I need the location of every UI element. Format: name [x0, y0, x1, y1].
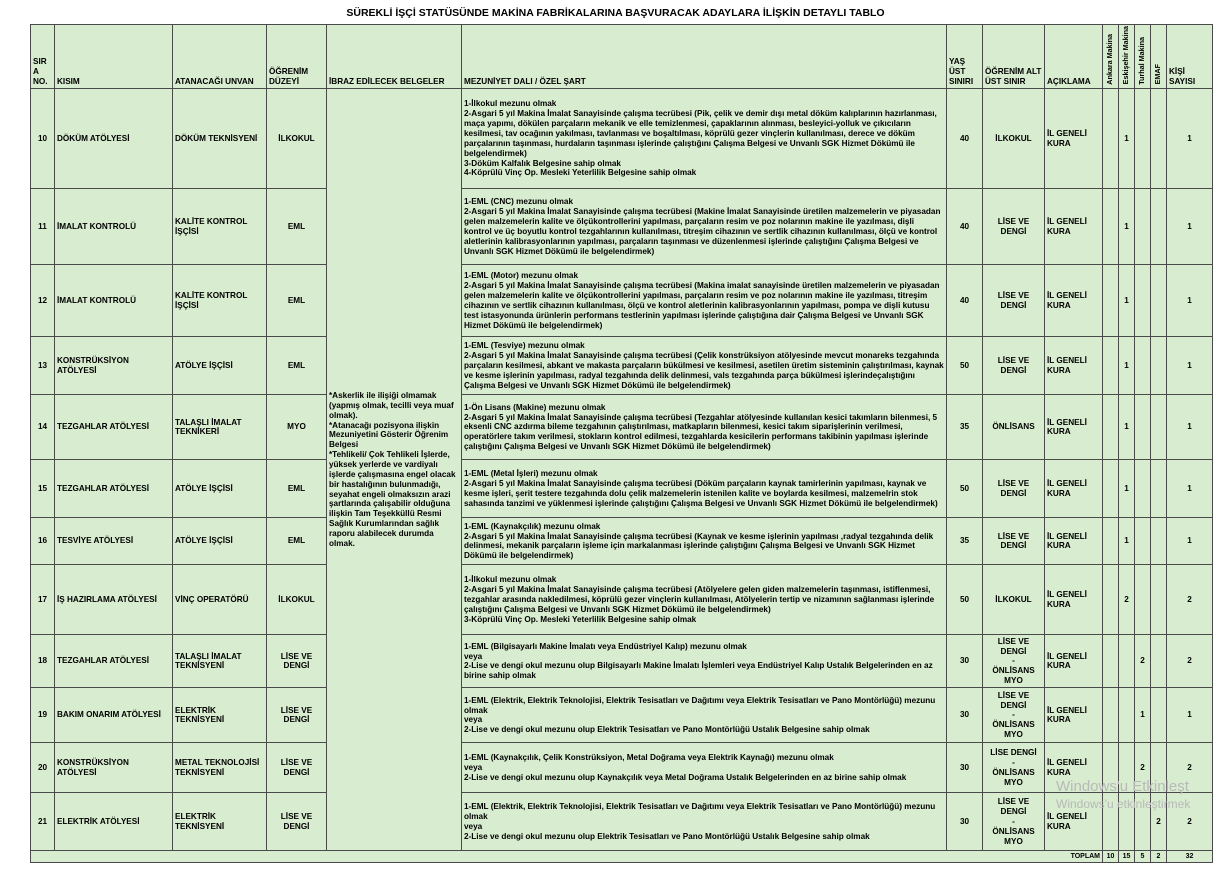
requirement-line: 2-Asgari 5 yıl Makina İmalat Sanayisinde çalışma tecrübesi (Kaynak ve kesme işlerinin yapılması ,radyal tezgahında delik delinmesi, mekanik parçaların işleme için markalanması işlerinde çalıştığını Çalışma Belgesi ve Unvanlı SGK Hizmet Dökümü ile belgelendirmek) — [464, 531, 934, 561]
requirement-line: 1-EML (Bilgisayarlı Makine İmalatı veya Endüstriyel Kalıp) mezunu olmak — [464, 641, 747, 651]
row-emaf — [1151, 395, 1167, 460]
row-requirements — [462, 89, 947, 189]
row-aciklama: İL GENELİ KURA — [1045, 265, 1103, 337]
row-yas: 40 — [947, 265, 983, 337]
row-emaf — [1151, 565, 1167, 635]
row-eskisehir — [1119, 793, 1135, 851]
row-no: 17 — [31, 565, 55, 635]
requirement-line: 1-EML (Kaynakçılık) mezunu olmak — [464, 521, 601, 531]
header-aciklama: AÇIKLAMA — [1045, 25, 1103, 89]
row-no: 11 — [31, 189, 55, 265]
row-kisi: 1 — [1167, 189, 1213, 265]
row-ogrenim: İLKOKUL — [267, 89, 327, 189]
altust-line: MYO — [1004, 777, 1023, 787]
altust-line: MYO — [1004, 676, 1023, 686]
row-turhal: 2 — [1135, 743, 1151, 793]
row-emaf — [1151, 688, 1167, 743]
header-mezuniyet: MEZUNİYET DALI / ÖZEL ŞART — [462, 25, 947, 89]
row-kisim: İMALAT KONTROLÜ — [55, 265, 173, 337]
row-requirements — [462, 460, 947, 518]
row-altust — [983, 688, 1045, 743]
altust-line: LİSE VE DENGİ — [997, 291, 1030, 310]
altust-line: LİSE VE DENGİ — [997, 217, 1030, 236]
row-kisi: 1 — [1167, 460, 1213, 518]
requirement-line: veya — [464, 715, 483, 725]
row-kisim: ELEKTRİK ATÖLYESİ — [55, 793, 173, 851]
requirement-line: veya — [464, 821, 483, 831]
row-kisi: 2 — [1167, 635, 1213, 688]
row-kisi: 2 — [1167, 793, 1213, 851]
row-aciklama: İL GENELİ KURA — [1045, 189, 1103, 265]
header-emaf — [1151, 25, 1167, 89]
total-label: TOPLAM — [31, 851, 1103, 863]
row-ankara — [1103, 688, 1119, 743]
row-unvan: ELEKTRİK TEKNİSYENİ — [173, 688, 267, 743]
row-eskisehir — [1119, 688, 1135, 743]
row-eskisehir: 1 — [1119, 460, 1135, 518]
row-altust — [983, 565, 1045, 635]
row-aciklama: İL GENELİ KURA — [1045, 635, 1103, 688]
table-row — [31, 265, 1213, 337]
watermark-line-1: Windows'u Etkinleşt — [1056, 778, 1189, 795]
watermark-line-2: Windows'u etkinleştirmek — [1056, 796, 1191, 811]
altust-line: LİSE VE DENGİ — [997, 531, 1030, 551]
table-row — [31, 518, 1213, 565]
row-ankara — [1103, 460, 1119, 518]
header-row — [31, 25, 1213, 89]
altust-line: ÖNLİSANS — [992, 720, 1035, 730]
row-kisim: TEZGAHLAR ATÖLYESİ — [55, 395, 173, 460]
row-altust — [983, 635, 1045, 688]
row-aciklama: İL GENELİ KURA — [1045, 518, 1103, 565]
row-altust — [983, 743, 1045, 793]
row-no: 20 — [31, 743, 55, 793]
row-altust — [983, 793, 1045, 851]
requirement-line: 1-EML (Motor) mezunu olmak — [464, 271, 579, 281]
requirement-line: 1-İlkokul mezunu olmak — [464, 575, 557, 585]
requirement-line: 2-Asgari 5 yıl Makina İmalat Sanayisinde çalışma tecrübesi (Pik, çelik ve demir dışı metal döküm kalıplarının hazırlanması, maça yapımı, dökülen parçaların mekanik ve elle temizlenmesi, çapaklarının alınması, besleyici-yolluk ve çıkıcıların kesilmesi, tav ocağının yakılması, tavlanması ve boşaltılması, köprülü gezer vinçlerin kullanılması, derece ve döküm parçalarının taşınması, hurdaların taşınması işlerinde çalıştığını Çalışma Belgesi ve Unvanlı SGK Hizmet Dökümü ile belgelendirmek) — [464, 109, 937, 158]
altust-line: ÖNLİSANS — [992, 666, 1035, 676]
header-turhal — [1135, 25, 1151, 89]
requirement-line: 1-EML (Metal İşleri) mezunu olmak — [464, 469, 598, 479]
row-unvan: TALAŞLI İMALAT TEKNİKERİ — [173, 395, 267, 460]
row-kisim: BAKIM ONARIM ATÖLYESİ — [55, 688, 173, 743]
altust-line: - — [1012, 656, 1015, 666]
row-aciklama: İL GENELİ KURA — [1045, 743, 1103, 793]
altust-line: ÖNLİSANS — [992, 422, 1035, 432]
row-turhal — [1135, 460, 1151, 518]
row-no: 13 — [31, 337, 55, 395]
row-kisim: KONSTRÜKSİYON ATÖLYESİ — [55, 337, 173, 395]
row-ogrenim: EML — [267, 518, 327, 565]
row-emaf — [1151, 189, 1167, 265]
requirement-line: 2-Lise ve dengi okul mezunu olup Elektrik Tesisatları ve Pano Montörlüğü Ustalık Belgesine sahip olmak — [464, 831, 870, 841]
row-ankara — [1103, 793, 1119, 851]
header-yas: YAŞ ÜST SINIRI — [947, 25, 983, 89]
row-unvan: KALİTE KONTROL İŞÇİSİ — [173, 189, 267, 265]
row-requirements — [462, 265, 947, 337]
row-unvan: VİNÇ OPERATÖRÜ — [173, 565, 267, 635]
row-yas: 30 — [947, 688, 983, 743]
requirement-line: 3-Döküm Kalfalık Belgesine sahip olmak — [464, 158, 621, 168]
requirement-line: 2-Lise ve dengi okul mezunu olup Elektrik Tesisatları ve Pano Montörlüğü Ustalık Belgesine sahip olmak — [464, 725, 870, 735]
row-kisi: 1 — [1167, 518, 1213, 565]
altust-line: LİSE VE DENGİ — [997, 690, 1030, 710]
row-kisim: KONSTRÜKSİYON ATÖLYESİ — [55, 743, 173, 793]
page-title: SÜREKLİ İŞÇİ STATÜSÜNDE MAKİNA FABRİKALARINA BAŞVURACAK ADAYLARA İLİŞKİN DETAYLI TABLO — [346, 7, 885, 19]
requirement-line: 2-Asgari 5 yıl Makina İmalat Sanayisinde çalışma tecrübesi (Döküm parçaların kaynak tamirlerinin yapılması, kaynak ve kesme işleri, şerit testere tezgahında dolu çelik malzemelerin istenilen kalite ve boylarda kesilmesi, malzemelrin stok sahasında tanzimi ve yüklenmesi işlerinde çalıştığını Çalışma Belgesi ve Unvanlı SGK Hizmet Dökümü ile belgelendirmek) — [464, 479, 938, 508]
requirement-line: 2-Lise ve dengi okul mezunu olup Bilgisayarlı Makine İmalatı İşlemleri veya Endüstriyel Kalıp Ustalık Belgelerinden en az birine sahip olmak — [464, 661, 933, 681]
row-eskisehir: 1 — [1119, 395, 1135, 460]
altust-line: LİSE VE DENGİ — [997, 636, 1030, 656]
requirement-line: 2-Asgari 5 yıl Makina İmalat Sanayisinde çalışma tecrübesi (Çelik konstrüksiyon atölyesinde mevcut monareks tezgahında parçaların kesilmesi, abkant ve makasta parçaların bükülmesi ve kesilmesi, asetilen üretim sisteminin çalıştırılması, kaynak ve kesme işlerinin yapılması, radyal tezgahında delik delinmesi, vals tezgahında parça bükülmesi işlerindeçalıştığını Çalışma Belgesi ve Unvanlı SGK Hizmet Dökümü ile belgelendirmek) — [464, 351, 944, 390]
header-kisi: KİŞİ SAYISI — [1167, 25, 1213, 89]
requirement-line: 2-Asgari 5 yıl Makina İmalat Sanayisinde çalışma tecrübesi (Makine İmalat Sanayisinde üretilen malzemelerin ve piyasadan gelen malzemelerin kalite ve ölçükontrollerini yapılması, parçaların resim ve poz nolarının makine ile yazılması, dişli kontrol ve üç boyutlu kontrol tezgahlarının kullanılması, titreşim cihazının ve sertlik cihazının kullanılması, ölçü ve kontrol aletlerinin kalibrasyonlarının yapılması, parçaların taşınması ve düzenlenmesi işlerinde çalıştığını Çalışma Belgesi ve Unvanlı SGK Hizmet Dökümü ile belgelendirmek) — [464, 207, 941, 256]
row-yas: 50 — [947, 337, 983, 395]
altust-line: LİSE VE DENGİ — [997, 479, 1030, 498]
altust-line: MYO — [1004, 836, 1023, 846]
table-row — [31, 460, 1213, 518]
row-requirements — [462, 565, 947, 635]
total-eskisehir: 15 — [1119, 851, 1135, 863]
row-requirements — [462, 337, 947, 395]
row-kisim: DÖKÜM ATÖLYESİ — [55, 89, 173, 189]
row-ogrenim: LİSE VE DENGİ — [267, 635, 327, 688]
row-ankara — [1103, 337, 1119, 395]
row-ogrenim: LİSE VE DENGİ — [267, 793, 327, 851]
row-unvan: ATÖLYE İŞÇİSİ — [173, 460, 267, 518]
row-ogrenim: İLKOKUL — [267, 565, 327, 635]
row-eskisehir: 1 — [1119, 518, 1135, 565]
row-turhal — [1135, 565, 1151, 635]
row-kisi: 1 — [1167, 395, 1213, 460]
row-altust — [983, 337, 1045, 395]
row-emaf — [1151, 635, 1167, 688]
row-eskisehir — [1119, 743, 1135, 793]
row-turhal: 1 — [1135, 688, 1151, 743]
altust-line: MYO — [1004, 730, 1023, 740]
row-unvan: ELEKTRİK TEKNİSYENİ — [173, 793, 267, 851]
row-unvan: DÖKÜM TEKNİSYENİ — [173, 89, 267, 189]
row-no: 16 — [31, 518, 55, 565]
header-turhal-label: Turhal Makina — [1137, 36, 1147, 85]
table-row — [31, 89, 1213, 189]
requirement-line: veya — [464, 762, 483, 772]
row-ogrenim: EML — [267, 460, 327, 518]
total-turhal: 5 — [1135, 851, 1151, 863]
row-ogrenim: EML — [267, 265, 327, 337]
row-emaf: 2 — [1151, 793, 1167, 851]
row-aciklama: İL GENELİ KURA — [1045, 565, 1103, 635]
row-no: 12 — [31, 265, 55, 337]
row-kisi: 1 — [1167, 265, 1213, 337]
detail-table — [30, 24, 1213, 863]
header-eskisehir — [1119, 25, 1135, 89]
row-turhal — [1135, 395, 1151, 460]
row-ogrenim: LİSE VE DENGİ — [267, 743, 327, 793]
total-ankara: 10 — [1103, 851, 1119, 863]
row-altust — [983, 395, 1045, 460]
row-yas: 50 — [947, 565, 983, 635]
row-aciklama: İL GENELİ KURA — [1045, 89, 1103, 189]
row-yas: 40 — [947, 189, 983, 265]
row-turhal: 2 — [1135, 635, 1151, 688]
altust-line: - — [1012, 758, 1015, 767]
row-turhal — [1135, 337, 1151, 395]
altust-line: - — [1012, 816, 1015, 826]
row-ankara — [1103, 635, 1119, 688]
row-unvan: KALİTE KONTROL İŞÇİSİ — [173, 265, 267, 337]
row-requirements — [462, 743, 947, 793]
table-row — [31, 743, 1213, 793]
requirement-line: 2-Asgari 5 yıl Makina İmalat Sanayisinde çalışma tecrübesi (Tezgahlar atölyesinde kullanılan kesici takımların bilenmesi, 5 eksenli CNC azdırma bileme tezgahının çalıştırılması, matkapların bilenmesi, kesici takım siparişlerinin verilmesi, operatörlere takım verilmesi, stokların kontrol edilmesi, tezgahlarda kesicilerin performans takibinin yapılması işlerinde çalıştığını Çalışma Belgesi ve Unvanlı SGK Hizmet Dökümü ile belgelendirmek) — [464, 412, 938, 452]
requirement-line: 3-Köprülü Vinç Op. Mesleki Yeterlilik Belgesine sahip olmak — [464, 614, 697, 624]
altust-line: İLKOKUL — [995, 133, 1032, 143]
row-emaf — [1151, 518, 1167, 565]
row-unvan: ATÖLYE İŞÇİSİ — [173, 518, 267, 565]
row-unvan: METAL TEKNOLOJİSİ TEKNİSYENİ — [173, 743, 267, 793]
table-row — [31, 565, 1213, 635]
altust-line: LİSE VE DENGİ — [997, 356, 1030, 375]
row-yas: 35 — [947, 518, 983, 565]
row-turhal — [1135, 89, 1151, 189]
row-yas: 30 — [947, 793, 983, 851]
row-eskisehir: 1 — [1119, 189, 1135, 265]
row-requirements — [462, 518, 947, 565]
altust-line: ÖNLİSANS — [992, 767, 1035, 777]
requirement-line: 1-EML (Elektrik, Elektrik Teknolojisi, Elektrik Tesisatları ve Dağıtımı veya Elektrik Tesisatları ve Pano Montörlüğü) mezunu olmak — [464, 695, 936, 715]
row-kisim: İMALAT KONTROLÜ — [55, 189, 173, 265]
row-ogrenim: MYO — [267, 395, 327, 460]
row-kisi: 1 — [1167, 337, 1213, 395]
header-sira: SIRA NO. — [31, 25, 55, 89]
row-kisi: 2 — [1167, 565, 1213, 635]
requirement-line: 1-İlkokul mezunu olmak — [464, 99, 557, 109]
altust-line: LİSE VE DENGİ — [997, 797, 1030, 817]
row-aciklama: İL GENELİ KURA — [1045, 460, 1103, 518]
row-kisim: TEZGAHLAR ATÖLYESİ — [55, 635, 173, 688]
header-altust: ÖĞRENİM ALT ÜST SINIR — [983, 25, 1045, 89]
requirement-line: 1-EML (Tesviye) mezunu olmak — [464, 341, 585, 351]
row-no: 10 — [31, 89, 55, 189]
row-emaf — [1151, 460, 1167, 518]
row-turhal — [1135, 189, 1151, 265]
row-requirements — [462, 189, 947, 265]
total-row — [31, 851, 1213, 863]
required-documents — [327, 89, 462, 851]
row-ankara — [1103, 89, 1119, 189]
header-eskisehir-label: Eskişehir Makina — [1121, 26, 1131, 85]
header-ankara — [1103, 25, 1119, 89]
row-no: 15 — [31, 460, 55, 518]
total-emaf: 2 — [1151, 851, 1167, 863]
row-ankara — [1103, 518, 1119, 565]
table-row — [31, 395, 1213, 460]
document-requirement: *Askerlik ile ilişiği olmamak (yapmış olmak, tecilli veya muaf olmak). — [329, 391, 454, 420]
row-ankara — [1103, 265, 1119, 337]
row-kisim: TESVİYE ATÖLYESİ — [55, 518, 173, 565]
row-ogrenim: EML — [267, 189, 327, 265]
header-emaf-label: EMAF — [1153, 63, 1163, 85]
header-unvan: ATANACAĞI UNVAN — [173, 25, 267, 89]
row-kisim: İŞ HAZIRLAMA ATÖLYESİ — [55, 565, 173, 635]
row-no: 19 — [31, 688, 55, 743]
table-row — [31, 337, 1213, 395]
row-no: 21 — [31, 793, 55, 851]
row-turhal — [1135, 793, 1151, 851]
row-altust — [983, 518, 1045, 565]
requirement-line: 1-EML (Elektrik, Elektrik Teknolojisi, Elektrik Tesisatları ve Dağıtımı veya Elektrik Tesisatları ve Pano Montörlüğü) mezunu olmak — [464, 802, 936, 821]
row-unvan: ATÖLYE İŞÇİSİ — [173, 337, 267, 395]
row-eskisehir: 1 — [1119, 337, 1135, 395]
row-ankara — [1103, 565, 1119, 635]
row-ankara — [1103, 189, 1119, 265]
table-row — [31, 793, 1213, 851]
document-requirement: *Tehlikeli/ Çok Tehlikeli İşlerde, yüksek yerlerde ve vardiyalı işlerde çalışmasına engel olacak bir hastalığının bulunmadığı, seyahat engeli olmaksızın arazi şartlarında çalışabilir olduğuna ilişkin Tam Teşekküllü Resmi Sağlık Kurumlarından sağlık raporu alabilecek durumda olmak. — [329, 450, 456, 548]
row-altust — [983, 189, 1045, 265]
row-requirements — [462, 635, 947, 688]
table-row — [31, 688, 1213, 743]
row-eskisehir — [1119, 635, 1135, 688]
row-aciklama: İL GENELİ KURA — [1045, 688, 1103, 743]
row-yas: 40 — [947, 89, 983, 189]
requirement-line: 2-Lise ve dengi okul mezunu olup Kaynakçılık veya Metal Doğrama Ustalık Belgelerinden en az birine sahip olmak — [464, 772, 907, 782]
row-eskisehir: 1 — [1119, 89, 1135, 189]
altust-line: - — [1012, 710, 1015, 720]
requirement-line: 2-Asgari 5 yıl Makina İmalat Sanayisinde çalışma tecrübesi (Atölyelere gelen giden malzemelerin taşınması, istiflenmesi, tezgahlar arasında nakledilmesi, köprülü gezer vinçlerin kullanılması, Atölyelerin tertip ve nizamının sağlanması işlerinde çalıştığını Çalışma Belgesi ve Unvanlı SGK Hizmet Dökümü ile belgelendirmek) — [464, 585, 935, 614]
row-ankara — [1103, 395, 1119, 460]
row-kisi: 1 — [1167, 688, 1213, 743]
requirement-line: 4-Köprülü Vinç Op. Mesleki Yeterlilik Belgesine sahip olmak — [464, 168, 697, 178]
row-eskisehir: 1 — [1119, 265, 1135, 337]
row-yas: 30 — [947, 743, 983, 793]
altust-line: İLKOKUL — [995, 594, 1032, 604]
row-requirements — [462, 688, 947, 743]
total-kisi: 32 — [1167, 851, 1213, 863]
altust-line: ÖNLİSANS — [992, 826, 1035, 836]
table-row — [31, 189, 1213, 265]
table-row — [31, 635, 1213, 688]
row-emaf — [1151, 265, 1167, 337]
row-emaf — [1151, 89, 1167, 189]
header-ankara-label: Ankara Makina — [1105, 33, 1115, 85]
requirement-line: 2-Asgari 5 yıl Makina İmalat Sanayisinde çalışma tecrübesi (Makina imalat sanayisinde üretilen malzemelerin ve piyasadan gelen malzemelerin kalite ve ölçükontrollerini yapılması, parçaların resim ve poz nolarının makine ile yazılması, titreşim cihazının ve sertlik cihazının kullanılması, ölçü ve kontrol aletlerinin kalibrasyonlarının yapılması, pompa ve dişli kutusu test istasyonunda ürünlerin performans testlerinin yapılması işlerinde çalıştığına dair Çalışma Belgesi ve Unvanlı SGK Hizmet Dökümü ile belgelendirmek) — [464, 281, 940, 330]
row-aciklama: İL GENELİ KURA — [1045, 793, 1103, 851]
row-turhal — [1135, 518, 1151, 565]
header-kisim: KISIM — [55, 25, 173, 89]
row-altust — [983, 89, 1045, 189]
row-requirements — [462, 793, 947, 851]
header-ogrenim: ÖĞRENİM DÜZEYİ — [267, 25, 327, 89]
row-requirements — [462, 395, 947, 460]
requirement-line: 1-EML (CNC) mezunu olmak — [464, 197, 574, 207]
row-yas: 30 — [947, 635, 983, 688]
row-eskisehir: 2 — [1119, 565, 1135, 635]
row-unvan: TALAŞLI İMALAT TEKNİSYENİ — [173, 635, 267, 688]
altust-line: LİSE DENGİ — [990, 748, 1037, 758]
row-emaf — [1151, 743, 1167, 793]
row-aciklama: İL GENELİ KURA — [1045, 395, 1103, 460]
row-yas: 50 — [947, 460, 983, 518]
row-ankara — [1103, 743, 1119, 793]
row-ogrenim: EML — [267, 337, 327, 395]
requirement-line: veya — [464, 651, 483, 661]
row-turhal — [1135, 265, 1151, 337]
row-kisim: TEZGAHLAR ATÖLYESİ — [55, 460, 173, 518]
row-yas: 35 — [947, 395, 983, 460]
row-kisi: 1 — [1167, 89, 1213, 189]
requirement-line: 1-Ön Lisans (Makine) mezunu olmak — [464, 402, 606, 412]
table-body — [31, 89, 1213, 851]
row-no: 14 — [31, 395, 55, 460]
row-no: 18 — [31, 635, 55, 688]
requirement-line: 1-EML (Kaynakçılık, Çelik Konstrüksiyon, Metal Doğrama veya Elektrik Kaynağı) mezunu olmak — [464, 753, 834, 763]
row-altust — [983, 265, 1045, 337]
row-ogrenim: LİSE VE DENGİ — [267, 688, 327, 743]
row-altust — [983, 460, 1045, 518]
document-requirement: *Atanacağı pozisyona ilişkin Mezuniyetini Gösterir Öğrenim Belgesi — [329, 420, 449, 450]
row-emaf — [1151, 337, 1167, 395]
row-kisi: 2 — [1167, 743, 1213, 793]
header-belgeler: İBRAZ EDİLECEK BELGELER — [327, 25, 462, 89]
row-aciklama: İL GENELİ KURA — [1045, 337, 1103, 395]
